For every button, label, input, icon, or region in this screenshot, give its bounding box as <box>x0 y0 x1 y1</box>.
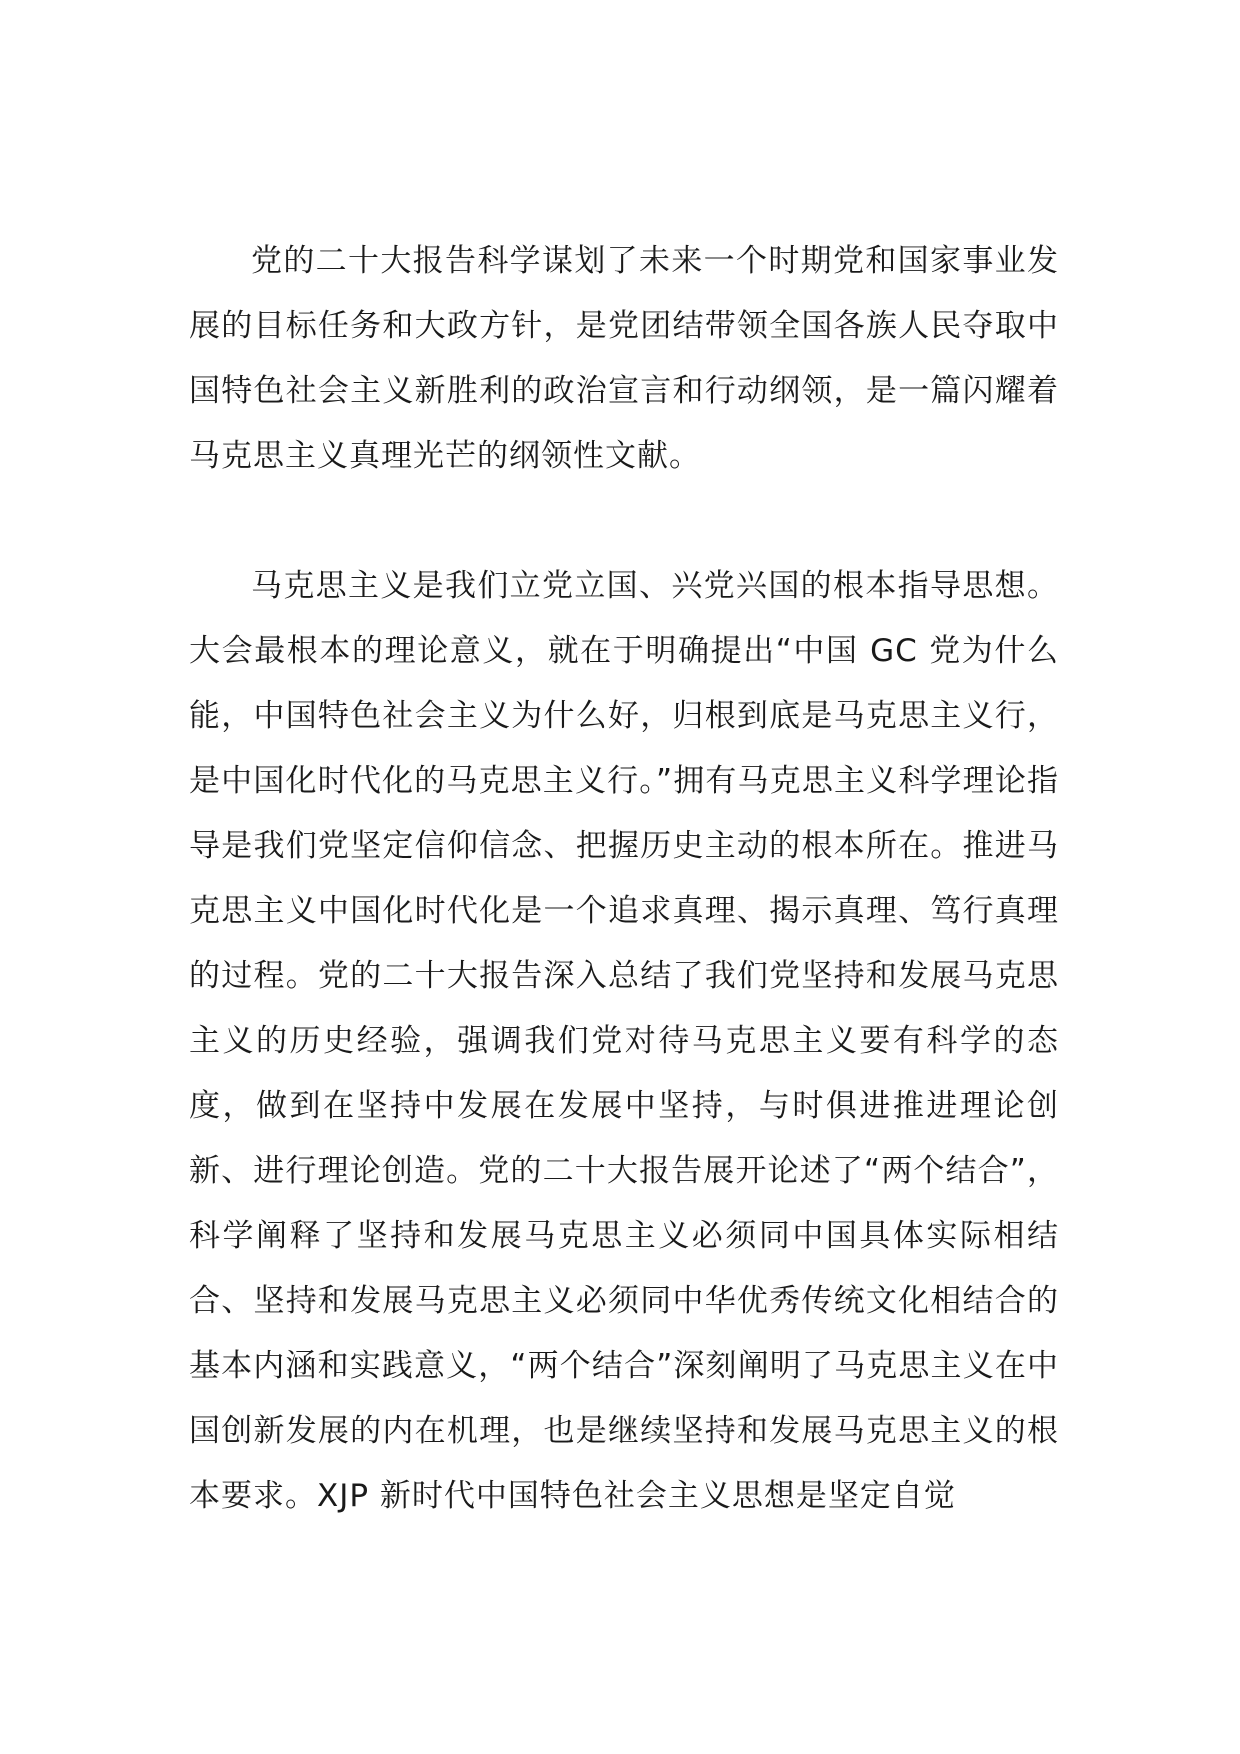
document-body <box>189 229 1059 1529</box>
paragraph-intro: 党的二十大报告科学谋划了未来一个时期党和国家事业发展的目标任务和大政方针，是党团结带领全国各族人民夺取中国特色社会主义新胜利的政治宣言和行动纲领，是一篇闪耀着马克思主义真理光芒的纲领性文献。 <box>189 243 1059 474</box>
paragraph-marxism: 马克思主义是我们立党立国、兴党兴国的根本指导思想。大会最根本的理论意义，就在于明确提出“中国 GC 党为什么能，中国特色社会主义为什么好，归根到底是马克思主义行，是中国化时代化的马克思主义行。”拥有马克思主义科学理论指导是我们党坚定信仰信念、把握历史主动的根本所在。推进马克思主义中国化时代化是一个追求真理、揭示真理、笃行真理的过程。党的二十大报告深入总结了我们党坚持和发展马克思主义的历史经验，强调我们党对待马克思主义要有科学的态度，做到在坚持中发展在发展中坚持，与时俱进推进理论创新、进行理论创造。党的二十大报告展开论述了“两个结合”，科学阐释了坚持和发展马克思主义必须同中国具体实际相结合、坚持和发展马克思主义必须同中华优秀传统文化相结合的基本内涵和实践意义，“两个结合”深刻阐明了马克思主义在中国创新发展的内在机理，也是继续坚持和发展马克思主义的根本要求。XJP 新时代中国特色社会主义思想是坚定自觉 <box>189 568 1059 1514</box>
